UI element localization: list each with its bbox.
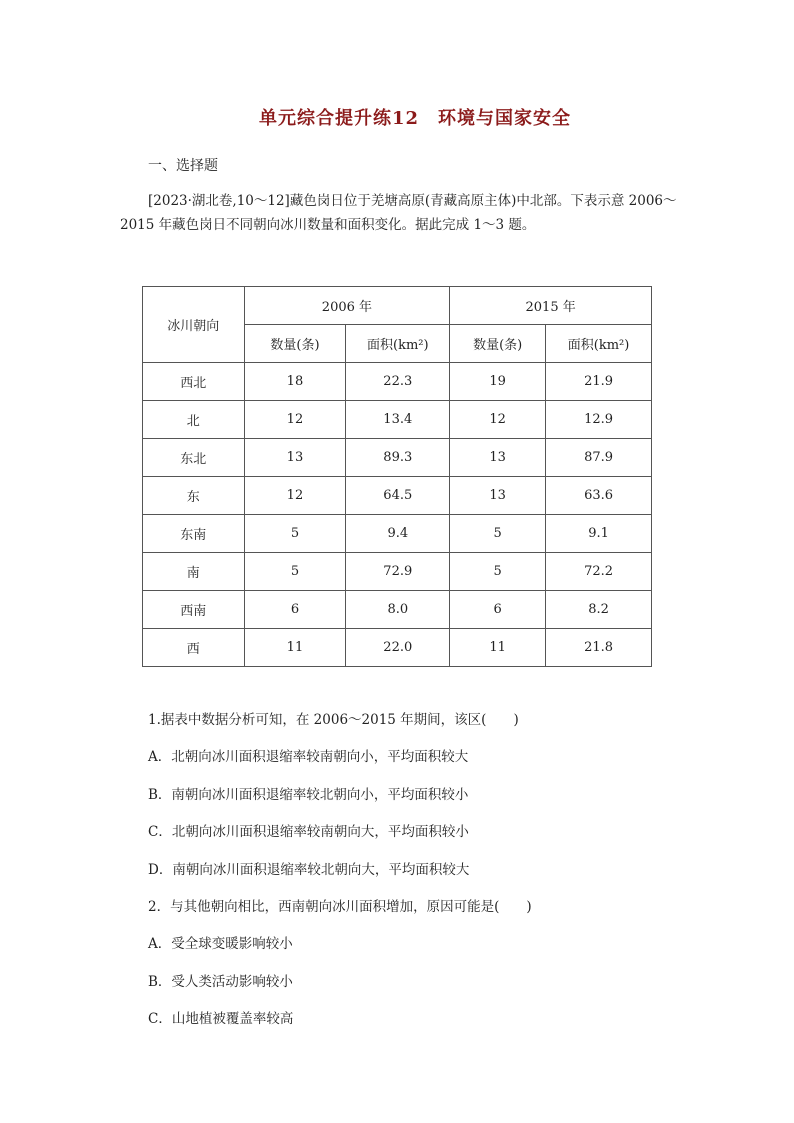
table-row bbox=[143, 477, 652, 515]
answer-option: C．北朝向冰川面积退缩率较南朝向大，平均面积较小 bbox=[148, 824, 469, 840]
cell-a2015: 63.6 bbox=[546, 477, 652, 515]
table-row bbox=[143, 515, 652, 553]
answer-option: B．受人类活动影响较小 bbox=[148, 974, 293, 990]
table-row bbox=[143, 401, 652, 439]
cell-c2006: 13 bbox=[244, 439, 346, 477]
area-header-2015: 面积(km²) bbox=[546, 325, 652, 363]
cell-c2015: 13 bbox=[450, 439, 546, 477]
count-header-2006: 数量(条) bbox=[244, 325, 346, 363]
answer-option: A．北朝向冰川面积退缩率较南朝向小，平均面积较大 bbox=[148, 749, 469, 765]
cell-c2006: 11 bbox=[244, 629, 346, 667]
cell-c2015: 11 bbox=[450, 629, 546, 667]
answer-option: C．山地植被覆盖率较高 bbox=[148, 1011, 294, 1027]
cell-a2006: 22.0 bbox=[346, 629, 450, 667]
cell-a2006: 64.5 bbox=[346, 477, 450, 515]
table-row bbox=[143, 553, 652, 591]
area-header-2006: 面积(km²) bbox=[346, 325, 450, 363]
intro-text: [2023·湖北卷,10～12]藏色岗日位于羌塘高原(青藏高原主体)中北部。下表示意 2006～2015 年藏色岗日不同朝向冰川数量和面积变化。据此完成 1～3 题。 bbox=[120, 193, 677, 233]
cell-dir: 西 bbox=[143, 629, 245, 667]
direction-header: 冰川朝向 bbox=[143, 287, 245, 363]
cell-c2015: 6 bbox=[450, 591, 546, 629]
section-heading: 一、选择题 bbox=[148, 158, 218, 174]
cell-dir: 西北 bbox=[143, 363, 245, 401]
year-2015-header: 2015 年 bbox=[450, 287, 652, 325]
cell-c2006: 5 bbox=[244, 553, 346, 591]
question-stem: 2．与其他朝向相比，西南朝向冰川面积增加，原因可能是( ) bbox=[148, 899, 532, 915]
cell-a2015: 8.2 bbox=[546, 591, 652, 629]
count-header-2015: 数量(条) bbox=[450, 325, 546, 363]
cell-a2015: 21.8 bbox=[546, 629, 652, 667]
year-2006-header: 2006 年 bbox=[244, 287, 450, 325]
cell-dir: 北 bbox=[143, 401, 245, 439]
cell-dir: 东 bbox=[143, 477, 245, 515]
answer-option: D．南朝向冰川面积退缩率较北朝向大，平均面积较大 bbox=[148, 862, 470, 878]
cell-a2015: 12.9 bbox=[546, 401, 652, 439]
cell-c2015: 5 bbox=[450, 515, 546, 553]
cell-a2006: 9.4 bbox=[346, 515, 450, 553]
cell-dir: 东南 bbox=[143, 515, 245, 553]
intro-paragraph bbox=[120, 189, 680, 237]
page-title: 单元综合提升练12 环境与国家安全 bbox=[258, 108, 572, 129]
cell-c2006: 12 bbox=[244, 477, 346, 515]
cell-dir: 西南 bbox=[143, 591, 245, 629]
cell-a2015: 21.9 bbox=[546, 363, 652, 401]
cell-a2006: 89.3 bbox=[346, 439, 450, 477]
cell-c2006: 18 bbox=[244, 363, 346, 401]
cell-a2015: 87.9 bbox=[546, 439, 652, 477]
cell-c2006: 12 bbox=[244, 401, 346, 439]
cell-a2015: 9.1 bbox=[546, 515, 652, 553]
cell-c2006: 6 bbox=[244, 591, 346, 629]
question-stem: 1.据表中数据分析可知，在 2006～2015 年期间，该区( ) bbox=[148, 712, 519, 728]
cell-c2015: 19 bbox=[450, 363, 546, 401]
answer-option: A．受全球变暖影响较小 bbox=[148, 936, 293, 952]
table-row bbox=[143, 591, 652, 629]
cell-a2006: 72.9 bbox=[346, 553, 450, 591]
cell-dir: 东北 bbox=[143, 439, 245, 477]
cell-c2006: 5 bbox=[244, 515, 346, 553]
cell-dir: 南 bbox=[143, 553, 245, 591]
table-row bbox=[143, 363, 652, 401]
cell-c2015: 12 bbox=[450, 401, 546, 439]
cell-a2006: 22.3 bbox=[346, 363, 450, 401]
glacier-table bbox=[142, 286, 652, 667]
table-row bbox=[143, 629, 652, 667]
cell-c2015: 5 bbox=[450, 553, 546, 591]
table-row bbox=[143, 439, 652, 477]
cell-a2015: 72.2 bbox=[546, 553, 652, 591]
cell-a2006: 13.4 bbox=[346, 401, 450, 439]
cell-a2006: 8.0 bbox=[346, 591, 450, 629]
cell-c2015: 13 bbox=[450, 477, 546, 515]
answer-option: B．南朝向冰川面积退缩率较北朝向小，平均面积较小 bbox=[148, 787, 469, 803]
